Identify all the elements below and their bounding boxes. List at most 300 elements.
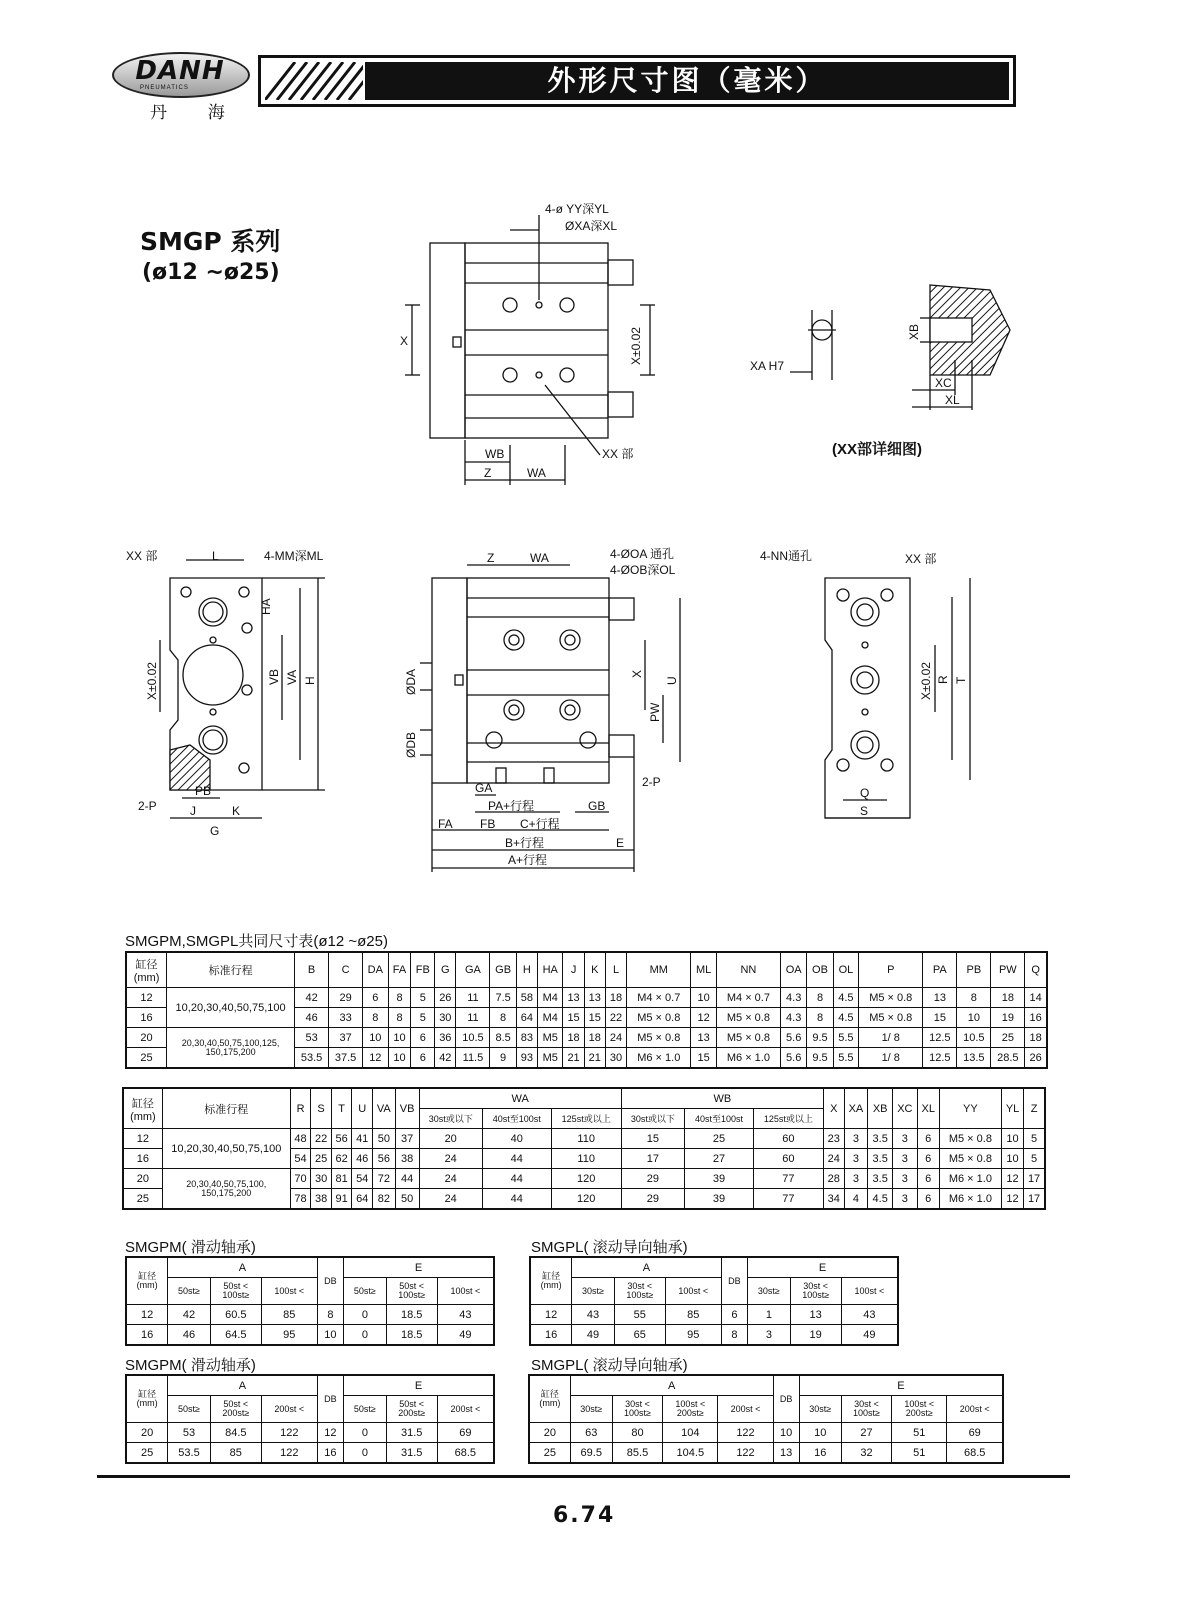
table-cell: 49 bbox=[572, 1325, 615, 1346]
table-cell: 24 bbox=[605, 1028, 626, 1048]
table-header-row bbox=[126, 952, 1047, 988]
table-cell: M4 bbox=[538, 1008, 563, 1028]
table-cell: 95 bbox=[665, 1325, 721, 1346]
column-subheader: 100st < 200st≥ bbox=[892, 1396, 947, 1423]
table-cell: 25 bbox=[529, 1443, 570, 1464]
column-header: J bbox=[563, 952, 584, 988]
table-cell: 42 bbox=[168, 1305, 211, 1325]
table-cell: M5 bbox=[538, 1028, 563, 1048]
table-cell: 40 bbox=[482, 1129, 551, 1149]
table-cell: 7.5 bbox=[490, 988, 516, 1008]
table-cell: M5 × 0.8 bbox=[859, 988, 923, 1008]
table-cell: 6 bbox=[411, 1028, 435, 1048]
column-header: XA bbox=[844, 1088, 868, 1129]
table-cell: 13 bbox=[923, 988, 957, 1008]
column-subheader: 30st < 100st≥ bbox=[612, 1396, 662, 1423]
table-cell: 104 bbox=[663, 1423, 718, 1443]
label-left-x002: X±0.02 bbox=[145, 662, 159, 700]
table-cell: 13 bbox=[790, 1305, 841, 1325]
table-cell: 85 bbox=[261, 1305, 317, 1325]
label-mid-x: X bbox=[630, 669, 644, 678]
table-cell: 3 bbox=[893, 1149, 918, 1169]
table-cell: M5 bbox=[538, 1048, 563, 1069]
column-header: OB bbox=[807, 952, 833, 988]
column-header: 缸径 (mm) bbox=[530, 1257, 572, 1305]
column-subheader: 50st < 200st≥ bbox=[210, 1396, 261, 1423]
column-header: GB bbox=[490, 952, 516, 988]
left-side-view-drawing bbox=[160, 560, 325, 818]
table-cell: 29 bbox=[621, 1169, 684, 1189]
label-right-xx: XX 部 bbox=[905, 552, 937, 566]
label-da: ØDA bbox=[404, 668, 418, 695]
table-cell: 65 bbox=[614, 1325, 665, 1346]
table-cell: 25 bbox=[126, 1048, 167, 1069]
column-header: PW bbox=[991, 952, 1025, 988]
column-header: 缸径 (mm) bbox=[123, 1088, 162, 1129]
table-cell: M5 × 0.8 bbox=[939, 1129, 1001, 1149]
table-cell: 4.5 bbox=[833, 1008, 858, 1028]
label-pa: PA+行程 bbox=[488, 799, 535, 813]
table-header-row bbox=[529, 1375, 1003, 1396]
table-cell: 34 bbox=[823, 1189, 844, 1210]
table-cell: 53.5 bbox=[168, 1443, 211, 1464]
table-header-row bbox=[126, 1375, 494, 1396]
table-cell: 5 bbox=[1024, 1149, 1045, 1169]
column-header: E bbox=[344, 1257, 494, 1278]
label-z: Z bbox=[484, 466, 492, 480]
label-mid-z: Z bbox=[487, 551, 495, 565]
column-header: 标准行程 bbox=[162, 1088, 290, 1129]
table-cell: 12 bbox=[126, 1305, 168, 1325]
table-cell: 5 bbox=[411, 988, 435, 1008]
table-cell: 27 bbox=[841, 1423, 891, 1443]
column-header: A bbox=[168, 1375, 317, 1396]
column-header: MM bbox=[627, 952, 691, 988]
table-cell: 70 bbox=[290, 1169, 311, 1189]
table-cell: 8 bbox=[721, 1325, 747, 1346]
table-cell: 16 bbox=[317, 1443, 343, 1464]
table-cell: 12 bbox=[317, 1423, 343, 1443]
table-cell: 8 bbox=[363, 1008, 388, 1028]
table-cell: 122 bbox=[718, 1443, 773, 1464]
label-oa: 4-ØOA 通孔 bbox=[610, 547, 675, 561]
table-cell: 20 bbox=[529, 1423, 570, 1443]
table-row bbox=[530, 1305, 898, 1325]
table-cell: M5 × 0.8 bbox=[627, 1028, 691, 1048]
column-subheader: 50st≥ bbox=[344, 1278, 387, 1305]
table-cell: 3 bbox=[748, 1325, 791, 1346]
table-cell: 16 bbox=[799, 1443, 841, 1464]
column-header: XL bbox=[917, 1088, 939, 1129]
column-subheader: 30st < 100st≥ bbox=[841, 1396, 891, 1423]
column-subheader: 30st < 100st≥ bbox=[614, 1278, 665, 1305]
label-db: ØDB bbox=[404, 731, 418, 758]
table-cell: 10 bbox=[691, 988, 716, 1008]
table-cell: 68.5 bbox=[437, 1443, 494, 1464]
column-header: 缸径 (mm) bbox=[126, 952, 167, 988]
table-cell: 3 bbox=[893, 1189, 918, 1210]
table-cell: 13 bbox=[563, 988, 584, 1008]
label-pw: PW bbox=[648, 702, 662, 722]
table-cell: 85 bbox=[210, 1443, 261, 1464]
table-cell: 55 bbox=[614, 1305, 665, 1325]
column-header: E bbox=[748, 1257, 898, 1278]
table-header-row bbox=[126, 1257, 494, 1278]
label-va: VA bbox=[285, 669, 299, 685]
label-e: E bbox=[616, 836, 625, 850]
table-cell: 60 bbox=[753, 1149, 823, 1169]
column-header: Z bbox=[1024, 1088, 1045, 1129]
table-cell: 64 bbox=[516, 1008, 537, 1028]
table-cell: 53 bbox=[168, 1423, 211, 1443]
right-side-view-drawing bbox=[825, 578, 970, 818]
column-header: XB bbox=[868, 1088, 893, 1129]
column-subheader: 30st≥ bbox=[572, 1278, 615, 1305]
table-cell: 3 bbox=[844, 1169, 868, 1189]
column-header: DB bbox=[773, 1375, 799, 1423]
table-cell: 23 bbox=[823, 1129, 844, 1149]
table-cell: 78 bbox=[290, 1189, 311, 1210]
table-cell: 4.3 bbox=[781, 1008, 807, 1028]
table-cell: 12 bbox=[691, 1008, 716, 1028]
table-cell: M5 × 0.8 bbox=[627, 1008, 691, 1028]
column-header: A bbox=[168, 1257, 317, 1278]
table-row bbox=[126, 988, 1047, 1008]
table-cell: 110 bbox=[551, 1149, 621, 1169]
label-wb: WB bbox=[485, 447, 505, 461]
label-k: K bbox=[232, 804, 241, 818]
label-nn: 4-NN通孔 bbox=[760, 549, 813, 563]
table-cell: 27 bbox=[685, 1149, 754, 1169]
series-name: SMGP 系列 bbox=[140, 227, 281, 256]
table-cell: 18 bbox=[584, 1028, 605, 1048]
column-header: G bbox=[435, 952, 456, 988]
table-cell: 12 bbox=[123, 1129, 162, 1149]
column-subheader: 30st < 100st≥ bbox=[790, 1278, 841, 1305]
table-cell: 33 bbox=[329, 1008, 363, 1028]
table-cell: 20,30,40,50,75,100, 150,175,200 bbox=[162, 1169, 290, 1210]
table-cell: 6 bbox=[917, 1169, 939, 1189]
table-cell: 16 bbox=[123, 1149, 162, 1169]
table-cell: M5 × 0.8 bbox=[859, 1008, 923, 1028]
table-cell: 16 bbox=[1025, 1008, 1047, 1028]
column-header: OA bbox=[781, 952, 807, 988]
table-cell: 24 bbox=[419, 1189, 482, 1210]
label-u: U bbox=[665, 676, 679, 685]
table-cell: 8 bbox=[807, 1008, 833, 1028]
column-header: T bbox=[331, 1088, 352, 1129]
table-cell: 10 bbox=[773, 1423, 799, 1443]
column-subheader: 30st≥ bbox=[799, 1396, 841, 1423]
page-number: 6.74 bbox=[553, 1503, 616, 1528]
table-cell: 15 bbox=[621, 1129, 684, 1149]
column-header: U bbox=[352, 1088, 373, 1129]
column-subheader: 30st≥ bbox=[748, 1278, 791, 1305]
table-cell: 11 bbox=[456, 1008, 490, 1028]
column-subheader: 30st≥ bbox=[570, 1396, 612, 1423]
column-subheader: 50st≥ bbox=[168, 1396, 211, 1423]
table-cell: 10 bbox=[388, 1048, 411, 1069]
table-header-row bbox=[123, 1088, 1045, 1109]
table-cell: 11.5 bbox=[456, 1048, 490, 1069]
common-dimension-table-2 bbox=[122, 1087, 1046, 1210]
table-cell: 51 bbox=[892, 1423, 947, 1443]
table4-title: SMGPL( 滚动导向轴承) bbox=[531, 1239, 688, 1256]
table-cell: 6 bbox=[721, 1305, 747, 1325]
column-subheader: 200st < bbox=[718, 1396, 773, 1423]
table-cell: 9 bbox=[490, 1048, 516, 1069]
table-row bbox=[126, 1325, 494, 1346]
column-header: DB bbox=[721, 1257, 747, 1305]
table-cell: 83 bbox=[516, 1028, 537, 1048]
table-cell: 13 bbox=[584, 988, 605, 1008]
label-q: Q bbox=[860, 786, 870, 800]
column-subheader: 30st或以下 bbox=[419, 1109, 482, 1129]
table-cell: 5.6 bbox=[781, 1048, 807, 1069]
table-cell: 25 bbox=[991, 1028, 1025, 1048]
table-cell: 12.5 bbox=[923, 1028, 957, 1048]
table-cell: 1 bbox=[748, 1305, 791, 1325]
table-cell: 42 bbox=[295, 988, 329, 1008]
column-header: A bbox=[572, 1257, 721, 1278]
table-cell: 6 bbox=[917, 1149, 939, 1169]
table-cell: 16 bbox=[126, 1008, 167, 1028]
table-cell: 53 bbox=[295, 1028, 329, 1048]
table-cell: 20 bbox=[126, 1028, 167, 1048]
table-cell: 12 bbox=[1001, 1169, 1023, 1189]
table-cell: 85.5 bbox=[612, 1443, 662, 1464]
table-cell: 54 bbox=[352, 1169, 373, 1189]
table-cell: 24 bbox=[823, 1149, 844, 1169]
table-cell: 5.6 bbox=[781, 1028, 807, 1048]
table-cell: 120 bbox=[551, 1169, 621, 1189]
label-a: A+行程 bbox=[508, 853, 548, 867]
table-cell: 15 bbox=[563, 1008, 584, 1028]
column-header: A bbox=[570, 1375, 773, 1396]
table-cell: 39 bbox=[685, 1189, 754, 1210]
top-view-drawing bbox=[405, 215, 655, 485]
label-mid-two-p: 2-P bbox=[642, 775, 661, 789]
smgpm-large-bore-table bbox=[125, 1374, 495, 1464]
column-header: R bbox=[290, 1088, 311, 1129]
column-header: PB bbox=[957, 952, 991, 988]
table-cell: 15 bbox=[923, 1008, 957, 1028]
table-cell: 25 bbox=[123, 1189, 162, 1210]
table-cell: 85 bbox=[665, 1305, 721, 1325]
table-cell: 64.5 bbox=[210, 1325, 261, 1346]
label-xx-detail: (XX部详细图) bbox=[832, 441, 923, 458]
column-header: YY bbox=[939, 1088, 1001, 1129]
column-subheader: 100st < bbox=[665, 1278, 721, 1305]
table-cell: 8 bbox=[957, 988, 991, 1008]
table-cell: 6 bbox=[917, 1129, 939, 1149]
table-cell: 122 bbox=[261, 1443, 317, 1464]
table-cell: 37 bbox=[395, 1129, 419, 1149]
table-cell: 20 bbox=[126, 1423, 168, 1443]
table-cell: 69 bbox=[947, 1423, 1003, 1443]
table-cell: 0 bbox=[344, 1423, 387, 1443]
table-cell: 1/ 8 bbox=[859, 1028, 923, 1048]
table-cell: 4 bbox=[844, 1189, 868, 1210]
label-x: X bbox=[400, 334, 409, 348]
table-cell: 58 bbox=[516, 988, 537, 1008]
table-cell: 3.5 bbox=[868, 1129, 893, 1149]
table-cell: 18.5 bbox=[386, 1325, 437, 1346]
table-cell: 13 bbox=[773, 1443, 799, 1464]
table-cell: 69.5 bbox=[570, 1443, 612, 1464]
table-cell: 17 bbox=[621, 1149, 684, 1169]
table-cell: M4 bbox=[538, 988, 563, 1008]
column-header: FA bbox=[388, 952, 411, 988]
column-header: VB bbox=[395, 1088, 419, 1129]
label-xa-xl: ØXA深XL bbox=[565, 219, 618, 233]
table-cell: 95 bbox=[261, 1325, 317, 1346]
table-cell: 25 bbox=[126, 1443, 168, 1464]
column-header: 缸径 (mm) bbox=[126, 1257, 168, 1305]
table-cell: 0 bbox=[344, 1443, 387, 1464]
table-cell: 12 bbox=[1001, 1189, 1023, 1210]
table-cell: M5 × 0.8 bbox=[939, 1149, 1001, 1169]
table-cell: M5 × 0.8 bbox=[716, 1028, 780, 1048]
table-cell: 12.5 bbox=[923, 1048, 957, 1069]
table-cell: 4.5 bbox=[833, 988, 858, 1008]
table-cell: 1/ 8 bbox=[859, 1048, 923, 1069]
table-cell: 10 bbox=[388, 1028, 411, 1048]
column-header: E bbox=[344, 1375, 494, 1396]
table-cell: 3.5 bbox=[868, 1149, 893, 1169]
footer-rule bbox=[97, 1475, 1070, 1478]
table-cell: 43 bbox=[437, 1305, 494, 1325]
column-header: S bbox=[311, 1088, 332, 1129]
table-cell: 3.5 bbox=[868, 1169, 893, 1189]
table-cell: 30 bbox=[605, 1048, 626, 1069]
table-subheader-row bbox=[126, 1396, 494, 1423]
table-subheader-row bbox=[530, 1278, 898, 1305]
table-cell: 29 bbox=[621, 1189, 684, 1210]
column-header: DA bbox=[363, 952, 388, 988]
table-cell: 6 bbox=[411, 1048, 435, 1069]
column-header: DB bbox=[317, 1257, 343, 1305]
table-cell: 16 bbox=[126, 1325, 168, 1346]
table-cell: 80 bbox=[612, 1423, 662, 1443]
table-cell: 8 bbox=[490, 1008, 516, 1028]
table-cell: 12 bbox=[126, 988, 167, 1008]
table-cell: 9.5 bbox=[807, 1028, 833, 1048]
column-subheader: 40st至100st bbox=[685, 1109, 754, 1129]
table-cell: 19 bbox=[991, 1008, 1025, 1028]
table-subheader-row bbox=[126, 1278, 494, 1305]
table-cell: 30 bbox=[435, 1008, 456, 1028]
table-cell: 3 bbox=[844, 1129, 868, 1149]
table-row bbox=[126, 1423, 494, 1443]
table-cell: 8 bbox=[317, 1305, 343, 1325]
table-cell: 11 bbox=[456, 988, 490, 1008]
table-cell: 0 bbox=[344, 1325, 387, 1346]
table-row bbox=[530, 1325, 898, 1346]
table-cell: 37 bbox=[329, 1028, 363, 1048]
table-cell: 32 bbox=[841, 1443, 891, 1464]
table-cell: 43 bbox=[841, 1305, 898, 1325]
table-cell: 20 bbox=[419, 1129, 482, 1149]
table-cell: 28 bbox=[823, 1169, 844, 1189]
label-xb: XB bbox=[907, 323, 921, 340]
table-cell: 122 bbox=[718, 1423, 773, 1443]
column-header: 缸径 (mm) bbox=[529, 1375, 570, 1423]
logo-chinese: 丹 海 bbox=[150, 103, 243, 122]
table-cell: 93 bbox=[516, 1048, 537, 1069]
table-cell: 41 bbox=[352, 1129, 373, 1149]
column-header: GA bbox=[456, 952, 490, 988]
column-header: VA bbox=[372, 1088, 395, 1129]
label-r: R bbox=[936, 675, 950, 684]
table-cell: 48 bbox=[290, 1129, 311, 1149]
table-cell: 17 bbox=[1024, 1189, 1045, 1210]
table-cell: 50 bbox=[372, 1129, 395, 1149]
table-row bbox=[123, 1169, 1045, 1189]
table-cell: 44 bbox=[482, 1149, 551, 1169]
label-mid-wa: WA bbox=[530, 551, 549, 565]
table-cell: 36 bbox=[435, 1028, 456, 1048]
label-t: T bbox=[954, 676, 968, 684]
table-cell: 10 bbox=[317, 1325, 343, 1346]
table-cell: 64 bbox=[352, 1189, 373, 1210]
column-subheader: 100st < bbox=[261, 1278, 317, 1305]
table-cell: 10.5 bbox=[957, 1028, 991, 1048]
column-subheader: 30st或以下 bbox=[621, 1109, 684, 1129]
table-cell: 49 bbox=[841, 1325, 898, 1346]
table-row bbox=[126, 1443, 494, 1464]
table-cell: 5.5 bbox=[833, 1048, 858, 1069]
column-subheader: 40st至100st bbox=[482, 1109, 551, 1129]
table-cell: 31.5 bbox=[386, 1423, 437, 1443]
table-subheader-row bbox=[529, 1396, 1003, 1423]
table-cell: 24 bbox=[419, 1169, 482, 1189]
table-cell: 10.5 bbox=[456, 1028, 490, 1048]
column-header: WB bbox=[621, 1088, 823, 1109]
label-xa-h7: XA H7 bbox=[750, 359, 785, 373]
column-header: XC bbox=[893, 1088, 918, 1129]
column-header: C bbox=[329, 952, 363, 988]
label-l: L bbox=[212, 549, 219, 563]
table-cell: 10 bbox=[957, 1008, 991, 1028]
table-cell: 42 bbox=[435, 1048, 456, 1069]
table-cell: 0 bbox=[344, 1305, 387, 1325]
table-cell: 22 bbox=[311, 1129, 332, 1149]
table-cell: 16 bbox=[530, 1325, 572, 1346]
table-cell: 8 bbox=[388, 988, 411, 1008]
logo-wordmark: DANH bbox=[135, 56, 225, 86]
label-j: J bbox=[190, 804, 196, 818]
smgpl-small-bore-table bbox=[529, 1256, 899, 1346]
column-header: FB bbox=[411, 952, 435, 988]
table-cell: 20 bbox=[123, 1169, 162, 1189]
column-header: E bbox=[799, 1375, 1003, 1396]
table-cell: 21 bbox=[563, 1048, 584, 1069]
logo-subtitle: PNEUMATICS bbox=[140, 85, 189, 91]
column-subheader: 50st≥ bbox=[168, 1278, 211, 1305]
column-subheader: 50st < 100st≥ bbox=[386, 1278, 437, 1305]
table-cell: 18 bbox=[991, 988, 1025, 1008]
label-ob: 4-ØOB深OL bbox=[610, 563, 676, 577]
table-cell: 82 bbox=[372, 1189, 395, 1210]
column-subheader: 100st < 200st≥ bbox=[663, 1396, 718, 1423]
table-cell: 44 bbox=[482, 1189, 551, 1210]
table-cell: 19 bbox=[790, 1325, 841, 1346]
column-header: DB bbox=[317, 1375, 343, 1423]
table-cell: 10 bbox=[363, 1028, 388, 1048]
label-ha: HA bbox=[259, 598, 273, 615]
table-cell: 10,20,30,40,50,75,100 bbox=[167, 988, 295, 1028]
